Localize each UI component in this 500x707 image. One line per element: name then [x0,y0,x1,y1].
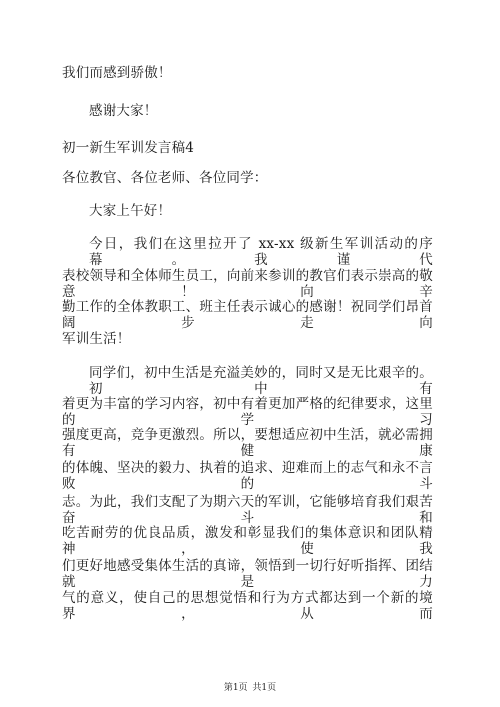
salutation: 各位教官、各位老师、各位同学： [62,170,268,186]
page-footer: 第1页 共1页 [223,683,277,693]
paragraph-1-line-3: 勤工作的全体教职工、班主任表示诚心的感谢！祝同学们昂首阔步走向 [62,299,433,331]
paragraph-2-line-2: 着更为丰富的学习内容，初中有着更加严格的纪律要求，这里的学习 [62,396,433,428]
text-line-1: 我们而感到骄傲！ [62,65,172,81]
greeting: 大家上午好！ [89,203,172,219]
paragraph-1-line-1: 今日，我们在这里拉开了 xx-xx 级新生军训活动的序幕。我谨代 [89,236,433,268]
paragraph-2-line-7: 们更好地感受集体生活的真谛，领悟到一切行好听指挥、团结就是力 [62,558,433,590]
paragraph-1-line-4: 军训生活！ [62,331,131,347]
text-line-2: 感谢大家！ [89,103,158,119]
paragraph-2-line-5: 志。为此，我们支配了为期六天的军训，它能够培育我们艰苦奋斗和 [62,494,433,526]
paragraph-2-line-8: 气的意义，使自己的思想觉悟和行为方式都达到一个新的境界，从而 [62,590,433,622]
paragraph-2-line-6: 吃苦耐劳的优良品质，激发和彰显我们的集体意识和团队精神，使我 [62,525,433,557]
section-title: 初一新生军训发言稿4 [62,140,195,156]
paragraph-1-line-2: 表校领导和全体师生员工，向前来参训的教官们表示崇高的敬意！向辛 [62,268,433,300]
paragraph-2-line-1: 同学们，初中生活是充溢美妙的，同时又是无比艰辛的。初中有 [89,365,433,397]
paragraph-2-line-4: 的体魄、坚决的毅力、执着的追求、迎难而上的志气和永不言败的斗 [62,460,433,492]
paragraph-2-line-3: 强度更高，竞争更激烈。所以，要想适应初中生活，就必需拥有健康 [62,427,433,459]
